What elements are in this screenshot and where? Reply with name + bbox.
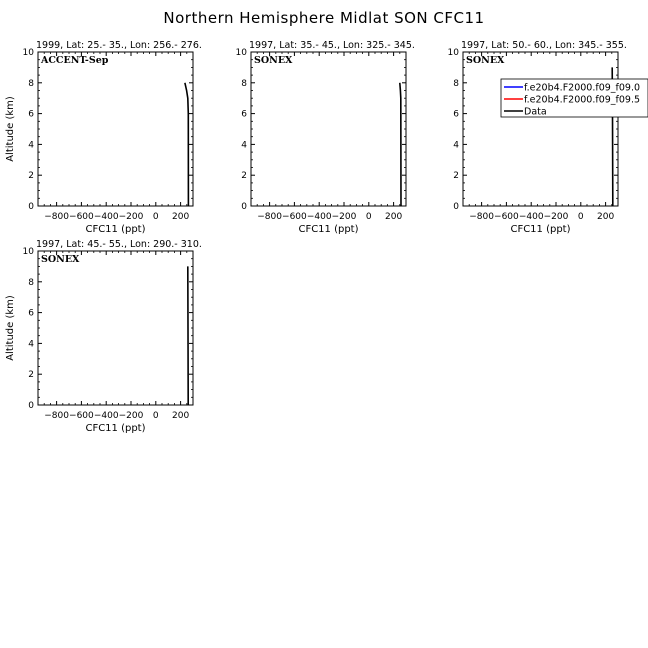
x-tick-label: −200 [331, 212, 357, 222]
x-tick-label: 200 [597, 212, 615, 222]
y-tick-label: 6 [28, 109, 34, 120]
x-tick-label: −600 [282, 212, 307, 222]
plot-frame [463, 52, 618, 206]
plot-frame [38, 52, 193, 206]
y-tick-label: 10 [235, 48, 247, 58]
y-tick-label: 8 [28, 78, 34, 89]
panel-subtitle: 1997, Lat: 50.- 60., Lon: 345.- 355. [461, 40, 627, 51]
y-axis-label: Altitude (km) [5, 295, 16, 361]
panel-subtitle: 1997, Lat: 45.- 55., Lon: 290.- 310. [36, 239, 202, 250]
legend [501, 79, 648, 118]
figure-title: Northern Hemisphere Midlat SON CFC11 [163, 9, 485, 27]
x-tick-label: −600 [69, 212, 94, 222]
x-tick-label: −800 [257, 212, 282, 222]
chart-panel-1 [5, 40, 202, 235]
y-tick-label: 0 [28, 401, 34, 411]
y-tick-label: 2 [241, 171, 247, 182]
x-axis-label: CFC11 (ppt) [85, 423, 146, 434]
series-line-data [185, 83, 189, 206]
legend-entry-label: Data [524, 106, 547, 118]
x-tick-label: −200 [118, 411, 144, 421]
y-tick-label: 6 [453, 109, 459, 120]
x-tick-label: −600 [494, 212, 519, 222]
x-tick-label: 0 [152, 411, 159, 421]
y-tick-label: 4 [28, 339, 34, 350]
x-axis-label: CFC11 (ppt) [298, 224, 359, 235]
x-tick-label: −400 [306, 212, 332, 222]
panel-subtitle: 1997, Lat: 35.- 45., Lon: 325.- 345. [249, 40, 415, 51]
y-tick-label: 8 [241, 78, 247, 89]
y-tick-label: 8 [28, 277, 34, 288]
y-tick-label: 6 [28, 308, 34, 319]
y-tick-label: 8 [453, 78, 459, 89]
legend-entry-label: f.e20b4.F2000.f09_f09.0 [524, 82, 641, 94]
x-tick-label: −600 [69, 411, 94, 421]
y-tick-label: 4 [453, 140, 459, 151]
y-tick-label: 10 [22, 247, 34, 257]
y-tick-label: 2 [28, 171, 34, 182]
panel-subtitle: 1999, Lat: 25.- 35., Lon: 256.- 276. [36, 40, 202, 51]
chart-panel-4 [5, 239, 202, 434]
x-axis-label: CFC11 (ppt) [510, 224, 571, 235]
legend-entry-label: f.e20b4.F2000.f09_f09.5 [524, 94, 641, 106]
x-tick-label: −400 [93, 411, 119, 421]
plot-frame [251, 52, 406, 206]
panels [5, 40, 648, 434]
x-tick-label: 0 [152, 212, 159, 222]
x-axis-label: CFC11 (ppt) [85, 224, 146, 235]
panel-tag: ACCENT-Sep [41, 55, 109, 66]
x-tick-label: 200 [172, 411, 190, 421]
chart-panel-2 [236, 40, 415, 235]
x-tick-label: 200 [385, 212, 403, 222]
x-tick-label: −800 [469, 212, 494, 222]
y-tick-label: 6 [241, 109, 247, 120]
x-tick-label: −400 [518, 212, 544, 222]
x-tick-label: 0 [577, 212, 584, 222]
x-tick-label: −800 [44, 411, 69, 421]
y-tick-label: 4 [28, 140, 34, 151]
panel-tag: SONEX [466, 55, 505, 66]
series-line-data [400, 83, 401, 206]
x-tick-label: −200 [543, 212, 569, 222]
x-tick-label: −400 [93, 212, 119, 222]
y-tick-label: 0 [241, 202, 247, 212]
x-tick-label: −800 [44, 212, 69, 222]
y-tick-label: 0 [453, 202, 459, 212]
panel-tag: SONEX [41, 254, 80, 265]
x-tick-label: 0 [365, 212, 372, 222]
y-axis-label: Altitude (km) [5, 96, 16, 162]
x-tick-label: −200 [118, 212, 144, 222]
chart-panel-3 [448, 40, 648, 235]
plot-frame [38, 251, 193, 405]
y-tick-label: 4 [241, 140, 247, 151]
panel-tag: SONEX [254, 55, 293, 66]
x-tick-label: 200 [172, 212, 190, 222]
y-tick-label: 10 [447, 48, 459, 58]
y-tick-label: 10 [22, 48, 34, 58]
y-tick-label: 2 [453, 171, 459, 182]
y-tick-label: 0 [28, 202, 34, 212]
y-tick-label: 2 [28, 370, 34, 381]
